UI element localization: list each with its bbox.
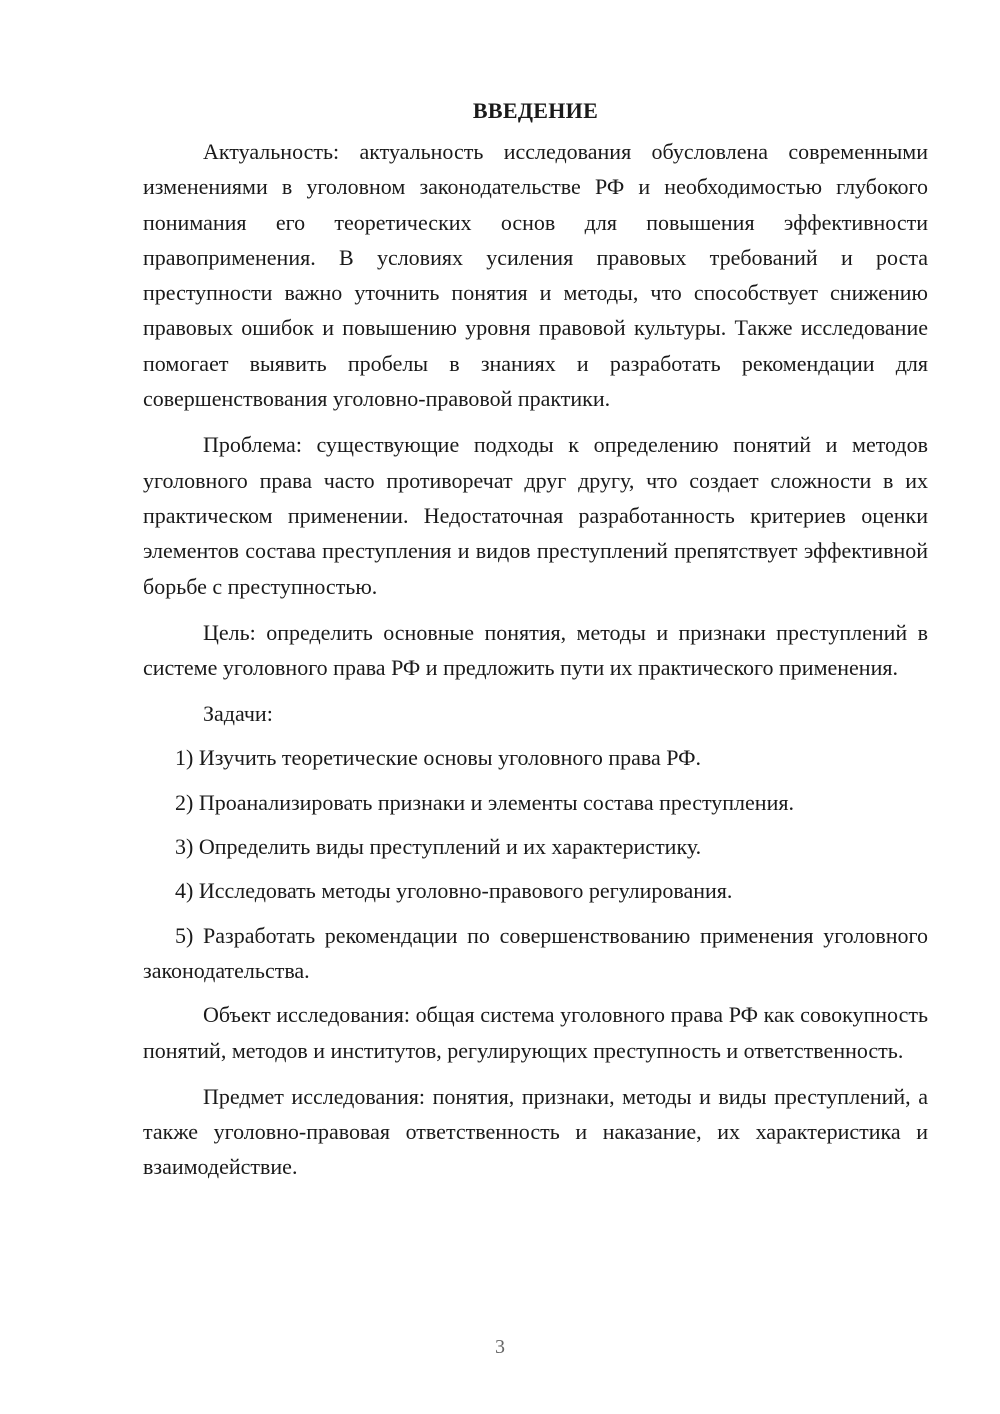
task-item-4: 4) Исследовать методы уголовно-правового регулирования. [175, 878, 733, 904]
paragraph-problem: Проблема: существующие подходы к определению понятий и методов уголовного права часто противоречат друг другу, что создает сложности в их практическом применении. Недостаточная разработанность критериев оценки элементов состава преступления и видов преступлений препятствует эффективной борьбе с преступностью. [143, 432, 928, 599]
page-number: 3 [495, 1336, 505, 1358]
tasks-heading: Задачи: [203, 701, 273, 727]
task-item-5: 5) Разработать рекомендации по совершенствованию применения уголовного законодательства. [143, 922, 928, 983]
paragraph-goal: Цель: определить основные понятия, методы и признаки преступлений в системе уголовного права РФ и предложить пути их практического применения. [143, 619, 928, 681]
paragraph-relevance: Актуальность: актуальность исследования обусловлена современными изменениями в уголовном законодательстве РФ и необходимостью глубокого понимания его теоретических основ для повышения эффективности правоприменения. В условиях усиления правовых требований и роста преступности важно уточнить понятия и методы, что способствует снижению правовых ошибок и повышению уровня правовой культуры. Также исследование помогает выявить пробелы в знаниях и разработать рекомендации для совершенствования уголовно-правовой практики. [143, 139, 928, 412]
task-item-2: 2) Проанализировать признаки и элементы состава преступления. [175, 789, 794, 815]
section-title: ВВЕДЕНИЕ [472, 98, 599, 123]
task-item-3: 3) Определить виды преступлений и их характеристику. [175, 834, 702, 860]
task-item-1: 1) Изучить теоретические основы уголовного права РФ. [175, 745, 702, 771]
paragraph-subject: Предмет исследования: понятия, признаки, методы и виды преступлений, а также уголовно-правовая ответственность и наказание, их характеристика и взаимодействие. [143, 1083, 928, 1180]
page-content [143, 96, 928, 1196]
task-list [143, 740, 928, 988]
paragraph-object: Объект исследования: общая система уголовного права РФ как совокупность понятий, методов и институтов, регулирующих преступность и ответственность. [143, 1002, 928, 1063]
